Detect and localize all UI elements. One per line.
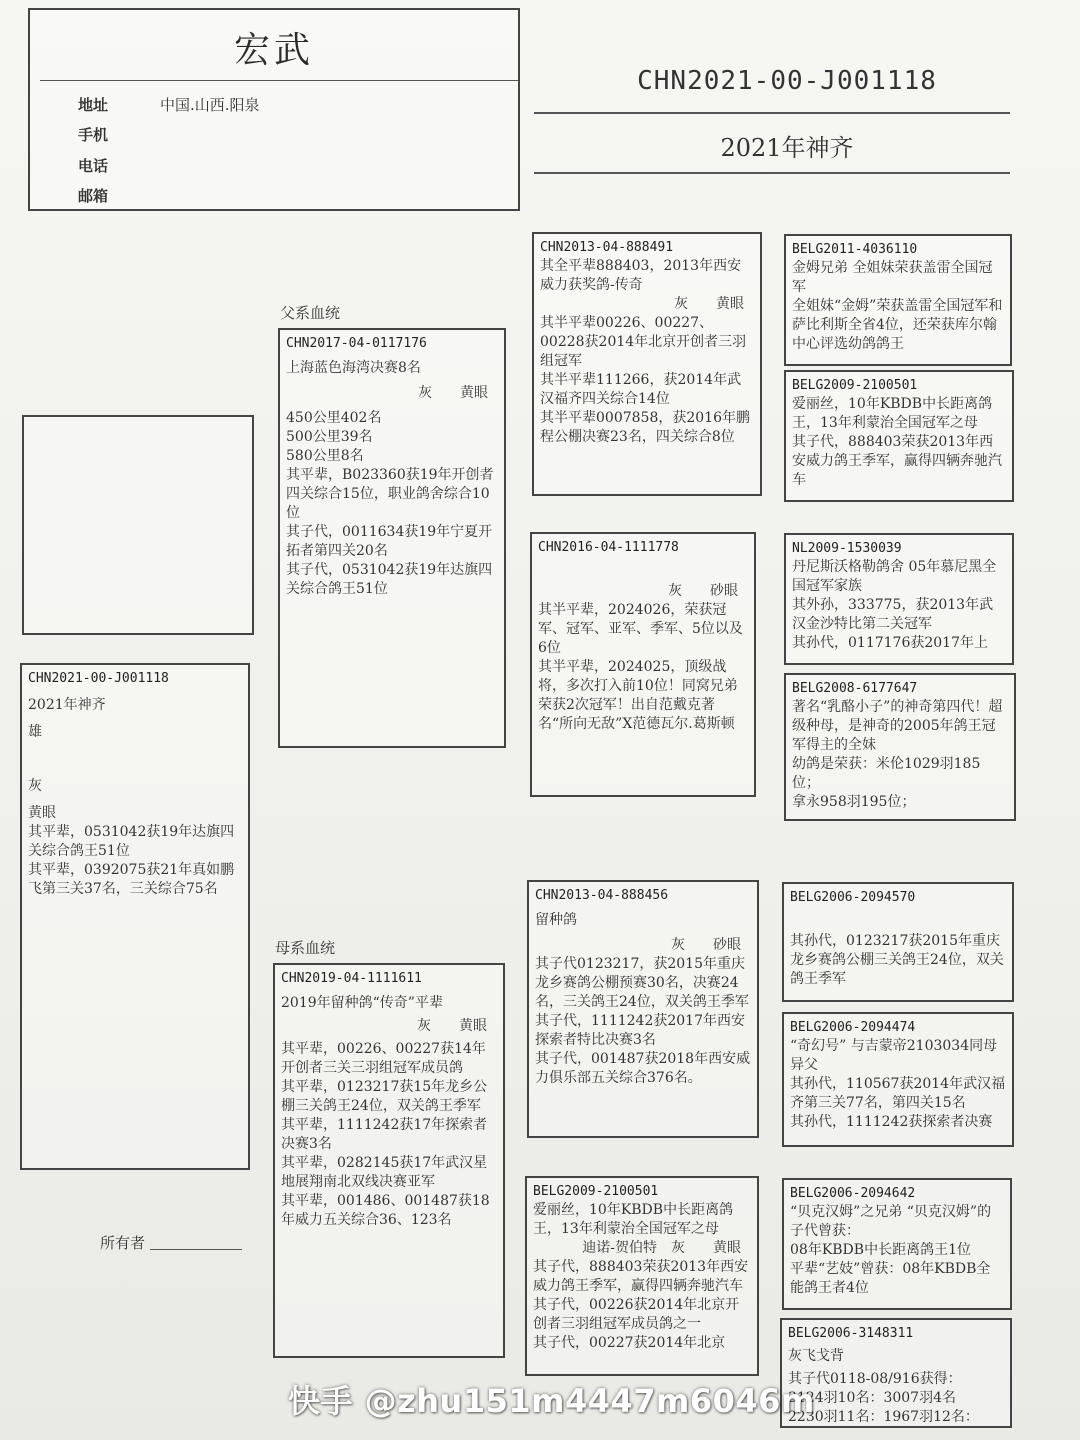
granddam-maternal-details bbox=[527, 1178, 757, 1357]
ancestor-details bbox=[782, 1320, 1010, 1428]
ancestor-box-4 bbox=[784, 673, 1016, 821]
color-eye: 灰 砂眼 bbox=[671, 937, 741, 953]
ring-number: CHN2021-00-J001118 bbox=[637, 66, 937, 96]
pedigree-line bbox=[790, 913, 1006, 932]
dam-line: 其平辈，00226、00227获14年开创者三关三羽组冠军成员鸽 bbox=[281, 1041, 486, 1076]
dam-ring-id: CHN2019-04-1111611 bbox=[281, 971, 422, 986]
event-name: 2021年神齐 bbox=[720, 134, 854, 162]
ring-id: NL2009-1530039 bbox=[792, 541, 902, 556]
ring-id: BELG2006-2094474 bbox=[790, 1020, 916, 1035]
pedigree-line: 其半平辈，2024026，荣获冠军、冠军、亚军、季军、5位以及6位 bbox=[538, 602, 743, 656]
ancestor-details bbox=[784, 1014, 1012, 1136]
subject-details bbox=[22, 665, 248, 903]
pedigree-line: 其孙代，110567获2014年武汉福齐第三关77名，第四关15名 bbox=[790, 1076, 1006, 1111]
sire-line: 上海蓝色海湾决赛8名 bbox=[286, 360, 421, 376]
pedigree-line: 其子代，888403荣获2013年西安威力鸽王季军，赢得四辆奔驰汽车 bbox=[533, 1259, 749, 1294]
pedigree-line: 全姐妹“金姆”荣获盖雷全国冠军和萨比利斯全省4位，还荣获库尔翰中心评选幼鸽鸽王 bbox=[792, 298, 1003, 352]
color-eye: 迪诺-贺伯特 灰 黄眼 bbox=[582, 1240, 741, 1256]
address-value: 中国.山西.阳泉 bbox=[160, 96, 260, 114]
pedigree-line: 拿永958羽195位； bbox=[792, 794, 916, 810]
subject-sex: 雄 bbox=[28, 724, 42, 740]
ring-id: BELG2006-2094642 bbox=[790, 1186, 916, 1201]
email-label: 邮箱 bbox=[78, 187, 109, 205]
ancestor-details bbox=[786, 236, 1010, 358]
ring-id: CHN2016-04-1111778 bbox=[538, 540, 679, 555]
owner-header-box bbox=[28, 8, 520, 211]
pedigree-line: 其孙代，0117176获2017年上 bbox=[792, 635, 988, 651]
grandsire-paternal-details bbox=[534, 234, 760, 451]
pedigree-line: 灰飞戈背 bbox=[788, 1348, 844, 1364]
dam-line-label: 母系血统 bbox=[275, 939, 336, 957]
pedigree-line: “奇幻号” 与吉蒙帝2103034同母异父 bbox=[790, 1038, 998, 1073]
pedigree-line: 2230羽11名：1967羽12名： bbox=[788, 1409, 979, 1425]
ring-id: CHN2013-04-888491 bbox=[540, 240, 674, 255]
dam-details bbox=[275, 965, 503, 1234]
pigeon-photo-frame bbox=[22, 415, 254, 635]
sire-color-eye: 灰 黄眼 bbox=[418, 385, 488, 401]
ancestor-details bbox=[786, 675, 1014, 816]
pedigree-line: 金姆兄弟 全姐妹荣获盖雷全国冠军 bbox=[792, 260, 993, 295]
platform-watermark: 快手 @zhu151m4447m6046m bbox=[288, 1382, 815, 1420]
pedigree-line: 其全平辈888403，2013年西安威力获奖鸽-传奇 bbox=[540, 258, 742, 293]
sire-line-label: 父系血统 bbox=[280, 304, 341, 322]
sire-line: 其子代，0531042获19年达旗四关综合鸽王51位 bbox=[286, 562, 493, 597]
ring-divider-top bbox=[534, 112, 1010, 114]
pedigree-line: 其子代0118-08/916获得： bbox=[788, 1371, 962, 1387]
pedigree-line: 其子代，00226获2014年北京开创者三羽组冠军成员鸽之一 bbox=[533, 1297, 740, 1332]
phone-label: 电话 bbox=[78, 157, 109, 175]
subject-color: 灰 bbox=[28, 778, 42, 794]
ring-id: BELG2006-2094570 bbox=[790, 890, 916, 905]
grandsire-maternal-box bbox=[527, 880, 759, 1138]
dam-line: 其平辈，0123217获15年龙乡公棚三关鸽王24位，双关鸽王季军 bbox=[281, 1079, 488, 1114]
pedigree-line: 幼鸽是荣获：米伦1029羽185位； bbox=[792, 756, 981, 791]
ancestor-details bbox=[784, 1180, 1010, 1302]
sire-line: 450公里402名 bbox=[286, 410, 382, 426]
sire-line: 其子代，0011634获19年宁夏开拓者第四关20名 bbox=[286, 524, 493, 559]
granddam-paternal-details bbox=[532, 534, 754, 738]
ancestor-box-1 bbox=[784, 234, 1012, 366]
owner-name: 宏武 bbox=[233, 30, 314, 71]
mobile-label: 手机 bbox=[78, 126, 109, 144]
ring-id: BELG2009-2100501 bbox=[792, 378, 918, 393]
ancestor-box-5 bbox=[782, 882, 1014, 1002]
subject-note: 其平辈，0531042获19年达旗四关综合鸽王51位 bbox=[28, 824, 235, 859]
sire-ring-id: CHN2017-04-0117176 bbox=[286, 336, 427, 351]
subject-note: 其平辈，0392075获21年真如鹏飞第三关37名，三关综合75名 bbox=[28, 862, 235, 897]
sire-line: 580公里8名 bbox=[286, 448, 364, 464]
dam-line: 2019年留种鸽“传奇”平辈 bbox=[281, 995, 443, 1011]
color-eye: 灰 砂眼 bbox=[668, 583, 738, 599]
pedigree-line: 其子代，1111242获2017年西安探索者特比决赛3名 bbox=[535, 1013, 745, 1048]
pedigree-line: 著名“乳酪小子”的神奇第四代！超级种母，是神奇的2005年鸽王冠军得主的全妹 bbox=[792, 699, 1003, 753]
ring-id: BELG2006-3148311 bbox=[788, 1326, 914, 1341]
granddam-paternal-box bbox=[530, 532, 756, 797]
pedigree-line: 爱丽丝，10年KBDB中长距离鸽王，13年利蒙治全国冠军之母 bbox=[792, 396, 993, 431]
pedigree-line: 08年KBDB中长距离鸽王1位 bbox=[790, 1242, 971, 1258]
grandsire-paternal-box bbox=[532, 232, 762, 496]
ring-id: BELG2011-4036110 bbox=[792, 242, 918, 257]
pedigree-line: 其半平辈111266，获2014年武汉福齐四关综合14位 bbox=[540, 372, 742, 407]
ancestor-box-6 bbox=[782, 1012, 1014, 1147]
ancestor-details bbox=[784, 884, 1012, 993]
header-divider bbox=[40, 80, 518, 81]
pedigree-line: 3124羽10名：3007羽4名 bbox=[788, 1390, 956, 1406]
pedigree-line: 其半平辈0007858，获2016年鹏程公棚决赛23名，四关综合8位 bbox=[540, 410, 750, 445]
ring-divider-bottom bbox=[534, 172, 1010, 174]
pedigree-line: 其孙代，0123217获2015年重庆龙乡赛鸽公棚三关鸽王24位，双关鸽王季军 bbox=[790, 933, 1004, 987]
ring-id: BELG2008-6177647 bbox=[792, 681, 918, 696]
address-label: 地址 bbox=[78, 96, 109, 114]
pedigree-line: 平辈“艺妓”曾获：08年KBDB全能鸽王者4位 bbox=[790, 1261, 991, 1296]
pedigree-line: 其子代，00227获2014年北京 bbox=[533, 1335, 726, 1351]
granddam-maternal-box bbox=[525, 1176, 759, 1376]
ring-id: BELG2009-2100501 bbox=[533, 1184, 659, 1199]
pedigree-line: 其子代，888403荣获2013年西安威力鸽王季军，赢得四辆奔驰汽车 bbox=[792, 434, 1002, 488]
sire-details bbox=[280, 330, 504, 603]
sire-line: 500公里39名 bbox=[286, 429, 373, 445]
ring-id: CHN2013-04-888456 bbox=[535, 888, 669, 903]
pedigree-line: 其孙代，1111242获探索者决赛 bbox=[790, 1114, 993, 1130]
pedigree-line: “贝克汉姆”之兄弟 “贝克汉姆”的子代曾获： bbox=[790, 1204, 992, 1239]
ancestor-box-3 bbox=[784, 533, 1014, 665]
dam-line: 其平辈，0282145获17年武汉星地展翔南北双线决赛亚军 bbox=[281, 1155, 488, 1190]
ancestor-box-2 bbox=[784, 370, 1014, 502]
subject-event: 2021年神齐 bbox=[28, 697, 106, 713]
ancestor-box-7 bbox=[782, 1178, 1012, 1310]
pedigree-line: 爱丽丝，10年KBDB中长距离鸽王，13年利蒙治全国冠军之母 bbox=[533, 1202, 734, 1237]
dam-line: 其平辈，001486、001487获18年威力五关综合36、123名 bbox=[281, 1193, 490, 1228]
dam-line: 其平辈，1111242获17年探索者决赛3名 bbox=[281, 1117, 488, 1152]
subject-blank bbox=[28, 750, 242, 769]
pedigree-line: 丹尼斯沃格勒鸽舍 05年慕尼黑全国冠军家族 bbox=[792, 559, 997, 594]
ancestor-details bbox=[786, 535, 1012, 657]
pedigree-line: 留种鸽 bbox=[535, 912, 577, 928]
pedigree-line: 其外孙，333775，获2013年武汉金沙特比第二关冠军 bbox=[792, 597, 994, 632]
subject-ring-id: CHN2021-00-J001118 bbox=[28, 671, 169, 686]
owner-signature-line bbox=[150, 1249, 242, 1250]
pedigree-line: 其半平辈00226、00227、00228获2014年北京开创者三羽组冠军 bbox=[540, 315, 747, 369]
grandsire-maternal-details bbox=[529, 882, 757, 1092]
subject-eye: 黄眼 bbox=[28, 805, 56, 821]
dam-box bbox=[273, 963, 505, 1358]
ancestor-details bbox=[786, 372, 1012, 494]
sire-line: 其平辈，B023360获19年开创者四关综合15位，职业鸽舍综合10位 bbox=[286, 467, 494, 521]
dam-color-eye: 灰 黄眼 bbox=[417, 1018, 487, 1034]
pedigree-line: 其子代，001487获2018年西安威力俱乐部五关综合376名。 bbox=[535, 1051, 751, 1086]
owner-label: 所有者 bbox=[100, 1234, 146, 1252]
sire-box bbox=[278, 328, 506, 748]
subject-pigeon-box bbox=[20, 663, 250, 1170]
color-eye: 灰 黄眼 bbox=[674, 296, 744, 312]
pedigree-line: 其半平辈，2024025，顶级战将，多次打入前10位！同窝兄弟荣获2次冠军！出自范戴克著名“所向无敌”X范德瓦尔.葛斯顿 bbox=[538, 659, 738, 732]
pedigree-line bbox=[538, 563, 748, 582]
pedigree-line: 其子代0123217，获2015年重庆龙乡赛鸽公棚预赛30名，决赛24名，三关鸽王24位，双关鸽王季军 bbox=[535, 956, 749, 1010]
